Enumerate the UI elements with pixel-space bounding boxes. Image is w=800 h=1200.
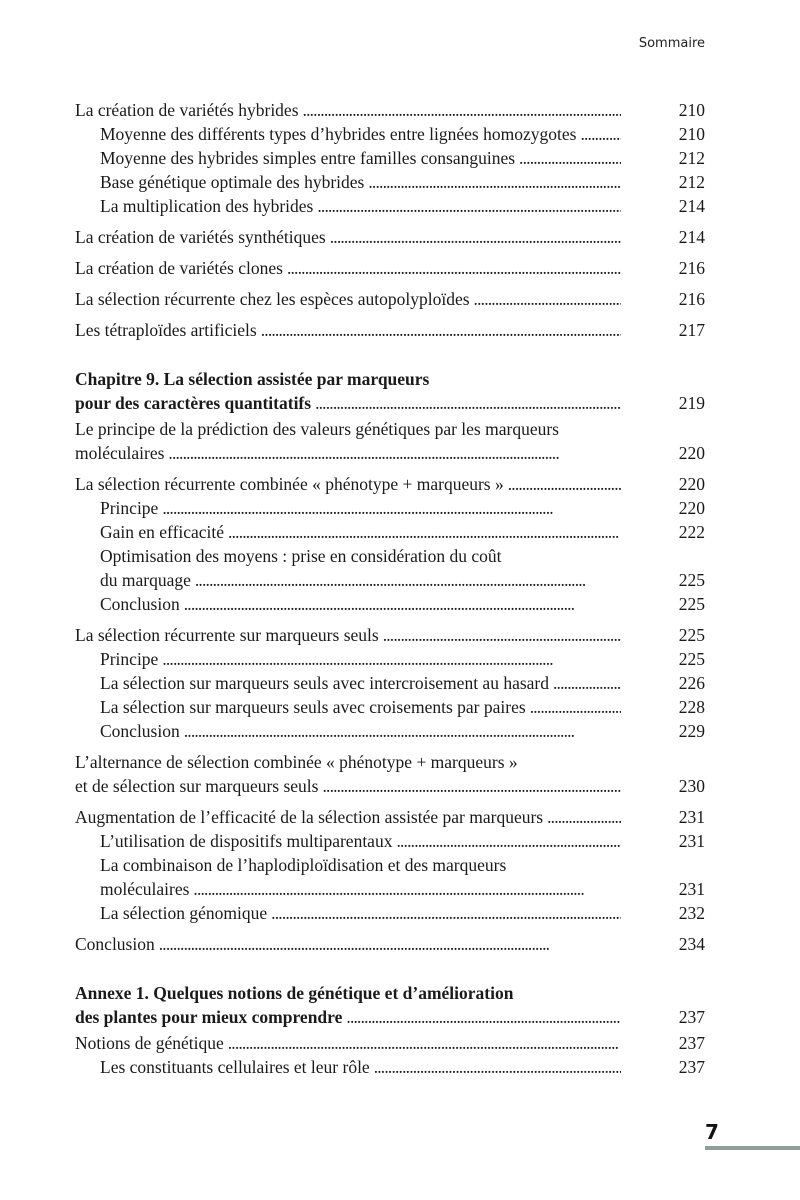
toc-section [75,287,705,311]
toc-entry-title: La sélection récurrente chez les espèces autopolyploïdes [75,289,470,309]
toc-entry-title: La sélection sur marqueurs seuls avec intercroisement au hasard [100,673,549,693]
toc-entry[interactable] [75,122,705,146]
toc-section [75,225,705,249]
toc-entry[interactable] [75,750,705,798]
toc-entry[interactable] [75,520,705,544]
toc-page-number: 212 [678,148,705,168]
toc-page-number: 225 [678,570,705,590]
toc-entry[interactable] [75,901,705,925]
dot-leader [228,520,621,544]
toc-page-number: 214 [678,196,705,216]
toc-page-number: 230 [678,776,705,796]
dot-leader [228,1031,621,1055]
toc-entry-title: Augmentation de l’efficacité de la sélection assistée par marqueurs [75,807,544,827]
toc-entry[interactable] [75,1031,705,1055]
toc-entry-title: Conclusion [100,721,180,741]
dot-leader [368,170,621,194]
toc-entry-title: L’utilisation de dispositifs multiparentaux [100,831,393,851]
toc-page-number: 234 [678,934,705,954]
toc-page-number: 225 [678,649,705,669]
toc-entry[interactable] [75,671,705,695]
toc-entry[interactable] [75,256,705,280]
toc-section [75,417,705,465]
toc-chapter [75,367,705,415]
toc-entry-title: Conclusion [100,594,180,614]
toc-entry-title: Annexe 1. Quelques notions de génétique et d’amélioration [75,983,514,1003]
toc-entry-title: La création de variétés clones [75,258,283,278]
toc-page-number: 229 [678,721,705,741]
toc-entry[interactable] [75,472,705,496]
toc-entry-title: Chapitre 9. La sélection assistée par marqueurs [75,369,430,389]
toc-entry-title: des plantes pour mieux comprendre [75,1007,343,1027]
toc-entry[interactable] [75,719,705,743]
dot-leader [553,671,621,695]
toc-section [75,805,705,925]
dot-leader [508,472,621,496]
toc-page-number: 225 [678,594,705,614]
dot-leader [474,287,621,311]
toc-entry[interactable] [75,318,705,342]
toc-entry-title: et de sélection sur marqueurs seuls [75,776,319,796]
toc-entry-title: La sélection récurrente combinée « phénotype + marqueurs » [75,474,504,494]
dot-leader [322,774,621,798]
toc-entry[interactable] [75,225,705,249]
toc-page-number: 220 [678,474,705,494]
toc-page-number: 216 [678,258,705,278]
toc-entry-title: pour des caractères quantitatifs [75,393,312,413]
toc-entry-title: Moyenne des hybrides simples entre familles consanguines [100,148,516,168]
dot-leader [195,568,621,592]
toc-page-number: 237 [678,1007,705,1027]
toc-section [75,932,705,956]
dot-leader [184,592,621,616]
toc-section [75,256,705,280]
toc-entry[interactable] [75,647,705,671]
dot-leader [287,256,621,280]
toc-section [75,318,705,342]
toc-page-number: 219 [678,393,705,413]
dot-leader [346,1005,621,1029]
toc-entry-title: La création de variétés hybrides [75,100,299,120]
toc-page-number: 220 [678,498,705,518]
toc-page-number: 226 [678,673,705,693]
toc-entry[interactable] [75,829,705,853]
dot-leader [383,623,621,647]
toc-page-number: 212 [678,172,705,192]
table-of-contents [75,98,705,1079]
dot-leader [315,391,621,415]
dot-leader [303,98,621,122]
toc-page-number: 222 [678,522,705,542]
toc-page-number: 210 [678,100,705,120]
toc-page-number: 232 [678,903,705,923]
toc-entry[interactable] [75,496,705,520]
dot-leader [519,146,621,170]
dot-leader [317,194,621,218]
toc-page-number: 237 [678,1033,705,1053]
toc-section [75,750,705,798]
dot-leader [396,829,621,853]
toc-page-number: 225 [678,625,705,645]
toc-entry-title: Gain en efficacité [100,522,225,542]
toc-entry-title: La sélection génomique [100,903,268,923]
toc-entry-title: Les tétraploïdes artificiels [75,320,257,340]
toc-section [75,623,705,743]
toc-page-number: 214 [678,227,705,247]
toc-entry-title: moléculaires [75,443,165,463]
toc-entry-title: La multiplication des hybrides [100,196,314,216]
dot-leader [580,122,621,146]
toc-entry[interactable] [75,146,705,170]
toc-entry-title: Optimisation des moyens : prise en considération du coût [100,546,502,566]
dot-leader [330,225,621,249]
toc-page-number: 210 [678,124,705,144]
toc-entry[interactable] [75,623,705,647]
toc-page-number: 220 [678,443,705,463]
toc-entry-title: La sélection sur marqueurs seuls avec croisements par paires [100,697,526,717]
toc-page-number: 217 [678,320,705,340]
toc-page-number: 216 [678,289,705,309]
dot-leader [162,496,621,520]
toc-entry[interactable] [75,544,705,592]
page-number: 7 [705,1120,719,1144]
toc-entry[interactable] [75,1055,705,1079]
dot-leader [168,441,621,465]
toc-entry-title: La sélection récurrente sur marqueurs seuls [75,625,379,645]
dot-leader [261,318,621,342]
toc-section [75,98,705,218]
toc-entry[interactable] [75,981,705,1029]
toc-entry[interactable] [75,194,705,218]
toc-page-number: 228 [678,697,705,717]
toc-entry[interactable] [75,695,705,719]
dot-leader [162,647,621,671]
toc-page-number: 231 [678,807,705,827]
running-header: Sommaire [638,36,705,51]
toc-entry-title: Moyenne des différents types d’hybrides entre lignées homozygotes [100,124,577,144]
dot-leader [271,901,621,925]
toc-entry-title: moléculaires [100,879,190,899]
dot-leader [547,805,621,829]
dot-leader [374,1055,621,1079]
toc-entry[interactable] [75,417,705,465]
dot-leader [184,719,621,743]
toc-entry[interactable] [75,170,705,194]
toc-entry-title: La création de variétés synthétiques [75,227,326,247]
toc-entry-title: Principe [100,649,159,669]
toc-chapter [75,981,705,1029]
toc-entry-title: Le principe de la prédiction des valeurs génétiques par les marqueurs [75,419,559,439]
toc-entry-title: L’alternance de sélection combinée « phénotype + marqueurs » [75,752,518,772]
toc-entry-title: Les constituants cellulaires et leur rôle [100,1057,370,1077]
toc-entry[interactable] [75,932,705,956]
dot-leader [193,877,621,901]
toc-entry-title: La combinaison de l’haplodiploïdisation et des marqueurs [100,855,507,875]
toc-entry-title: Notions de génétique [75,1033,224,1053]
toc-entry[interactable] [75,98,705,122]
toc-entry-title: Conclusion [75,934,155,954]
toc-entry-title: Base génétique optimale des hybrides [100,172,365,192]
footer-bar [705,1146,800,1150]
dot-leader [530,695,621,719]
toc-entry[interactable] [75,367,705,415]
toc-entry[interactable] [75,592,705,616]
toc-entry[interactable] [75,287,705,311]
toc-page-number: 237 [678,1057,705,1077]
toc-entry[interactable] [75,853,705,901]
toc-entry-title: Principe [100,498,159,518]
toc-section [75,472,705,616]
toc-entry-title: du marquage [100,570,191,590]
toc-page-number: 231 [678,831,705,851]
toc-page-number: 231 [678,879,705,899]
toc-entry[interactable] [75,805,705,829]
toc-section [75,1031,705,1079]
dot-leader [159,932,621,956]
